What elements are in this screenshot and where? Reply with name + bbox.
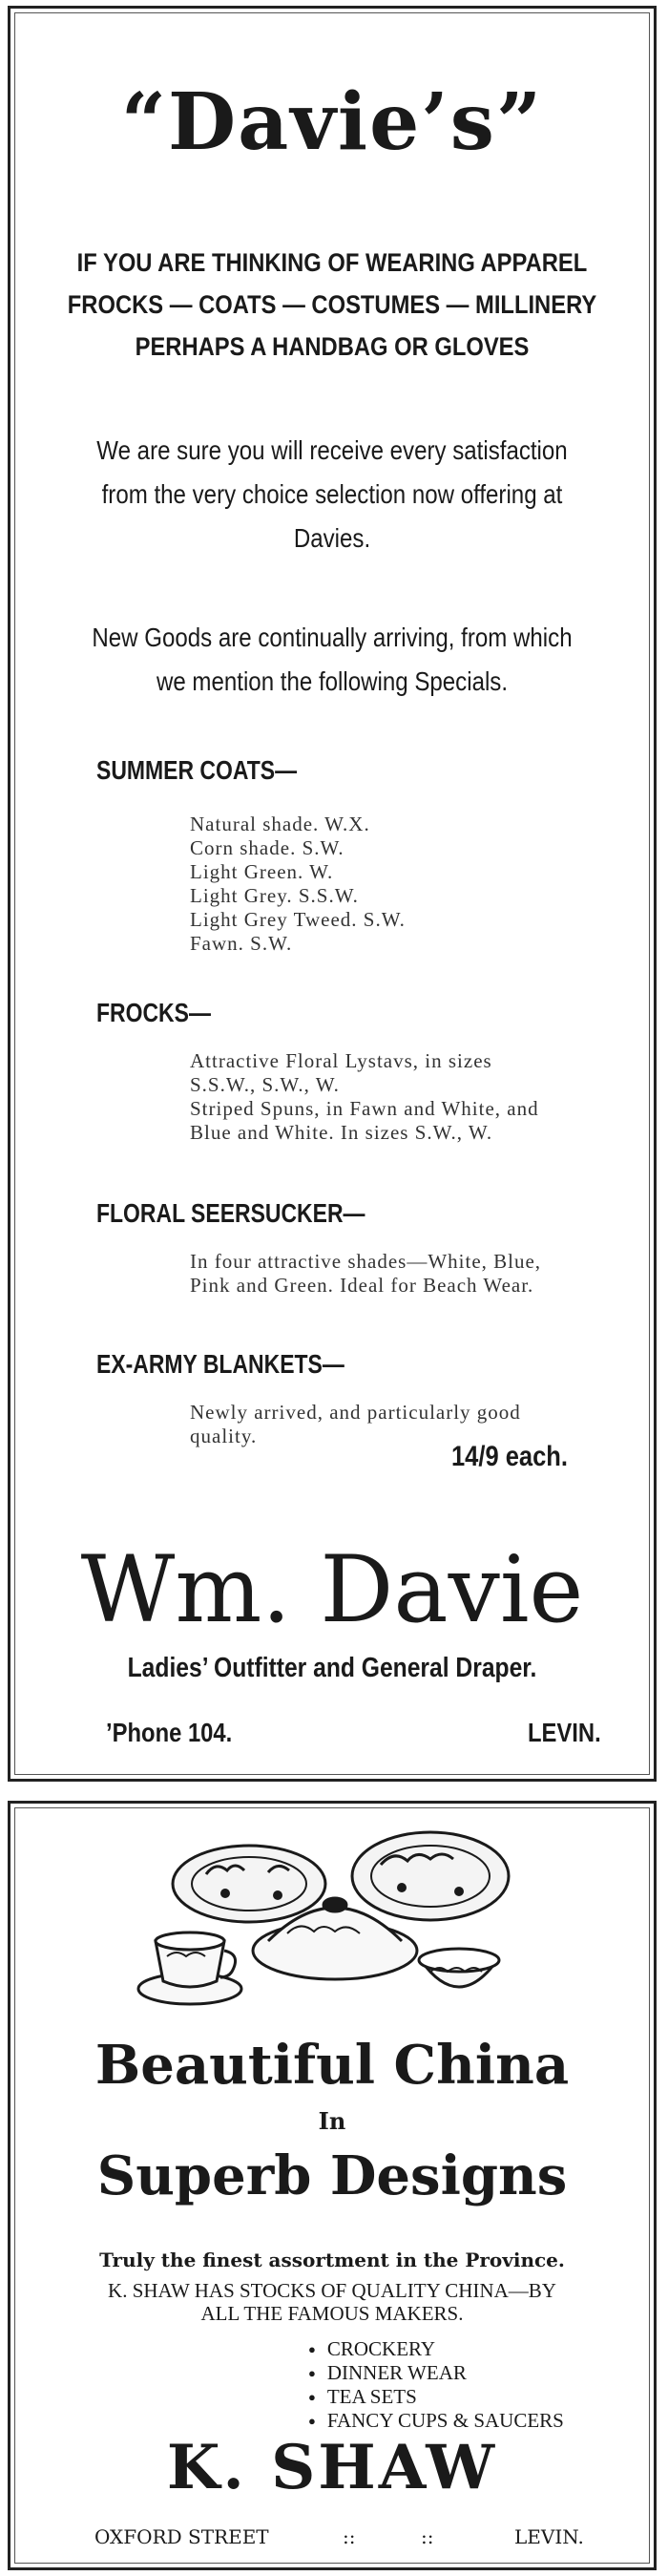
blanket-price: 14/9 each. [451,1441,568,1472]
list-item: Attractive Floral Lystavs, in sizes [190,1049,492,1072]
product-list [308,2338,564,2434]
headline-line: FROCKS — COATS — COSTUMES — MILLINERY [67,290,597,319]
headline-superb-designs: Superb Designs [96,2144,568,2207]
list-item: In four attractive shades—White, Blue, [190,1250,542,1273]
list-item: Natural shade. W.X. [190,813,370,835]
intro-line: We are sure you will receive every satisfaction [96,435,568,465]
store-town: LEVIN. [528,1718,601,1747]
summer-coats-list [190,813,406,956]
headline-line: IF YOU ARE THINKING OF WEARING APPAREL [76,248,588,277]
list-item: Striped Spuns, in Fawn and White, and [190,1097,539,1120]
summer-coats-heading: SUMMER COATS— [96,755,298,785]
list-item: Newly arrived, and particularly good [190,1401,521,1424]
floral-seersucker-heading: FLORAL SEERSUCKER— [96,1198,365,1228]
new-goods-line: New Goods are continually arriving, from which [92,623,573,652]
cup-and-saucer-icon [138,1932,241,2004]
phone-number: ’Phone 104. [106,1718,233,1747]
list-item: ● TEA SETS [308,2386,564,2410]
store-subtitle: Ladies’ Outfitter and General Draper. [127,1653,537,1683]
list-item: Fawn. S.W. [190,932,293,955]
bowl-icon [419,1949,499,1987]
new-goods-line: we mention the following Specials. [156,666,509,696]
list-item: Light Grey Tweed. S.W. [190,908,406,931]
headline-beautiful-china: Beautiful China [94,2034,570,2097]
large-plate-icon [352,1832,509,1920]
china-illustration [135,1817,535,2017]
list-item: Light Grey. S.S.W. [190,884,359,907]
shaw-advert [8,1801,657,2570]
list-item: Corn shade. S.W. [190,836,344,859]
platter-icon [173,1846,325,1922]
stocks-line: K. SHAW HAS STOCKS OF QUALITY CHINA—BY [108,2279,556,2302]
intro-line: from the very choice selection now offering at [101,479,563,509]
list-item: ● DINNER WEAR [308,2362,564,2386]
floral-seersucker-list [190,1250,541,1298]
list-item: S.S.W., S.W., W. [190,1073,340,1096]
list-item: Blue and White. In sizes S.W., W. [190,1121,493,1144]
stocks-line: ALL THE FAMOUS MAKERS. [200,2302,464,2325]
davies-advert [8,6,657,1782]
stocks-statement [10,2279,654,2325]
shop-name: K. SHAW [166,2432,498,2503]
street-address: OXFORD STREET [94,2525,269,2548]
address-separator: :: [421,2525,434,2548]
headline-line: PERHAPS A HANDBAG OR GLOVES [135,332,530,361]
advert-title: “Davie’s” [120,76,544,168]
new-goods-paragraph [89,616,576,704]
frocks-heading: FROCKS— [96,998,211,1027]
list-item: ● CROCKERY [308,2338,564,2362]
intro-paragraph [89,429,576,560]
shop-town: LEVIN. [514,2525,584,2548]
list-item: quality. [190,1425,258,1447]
headline-block [49,242,615,368]
list-item: ● FANCY CUPS & SAUCERS [308,2410,564,2434]
store-name: Wm. Davie [80,1536,584,1643]
intro-line: Davies. [293,523,371,553]
frocks-list [190,1049,539,1145]
tagline: Truly the finest assortment in the Province. [99,2249,565,2271]
list-item: Light Green. W. [190,860,334,883]
headline-in: In [318,2107,346,2135]
address-separator: :: [343,2525,356,2548]
list-item: Pink and Green. Ideal for Beach Wear. [190,1274,534,1297]
ex-army-blankets-heading: EX-ARMY BLANKETS— [96,1349,344,1379]
